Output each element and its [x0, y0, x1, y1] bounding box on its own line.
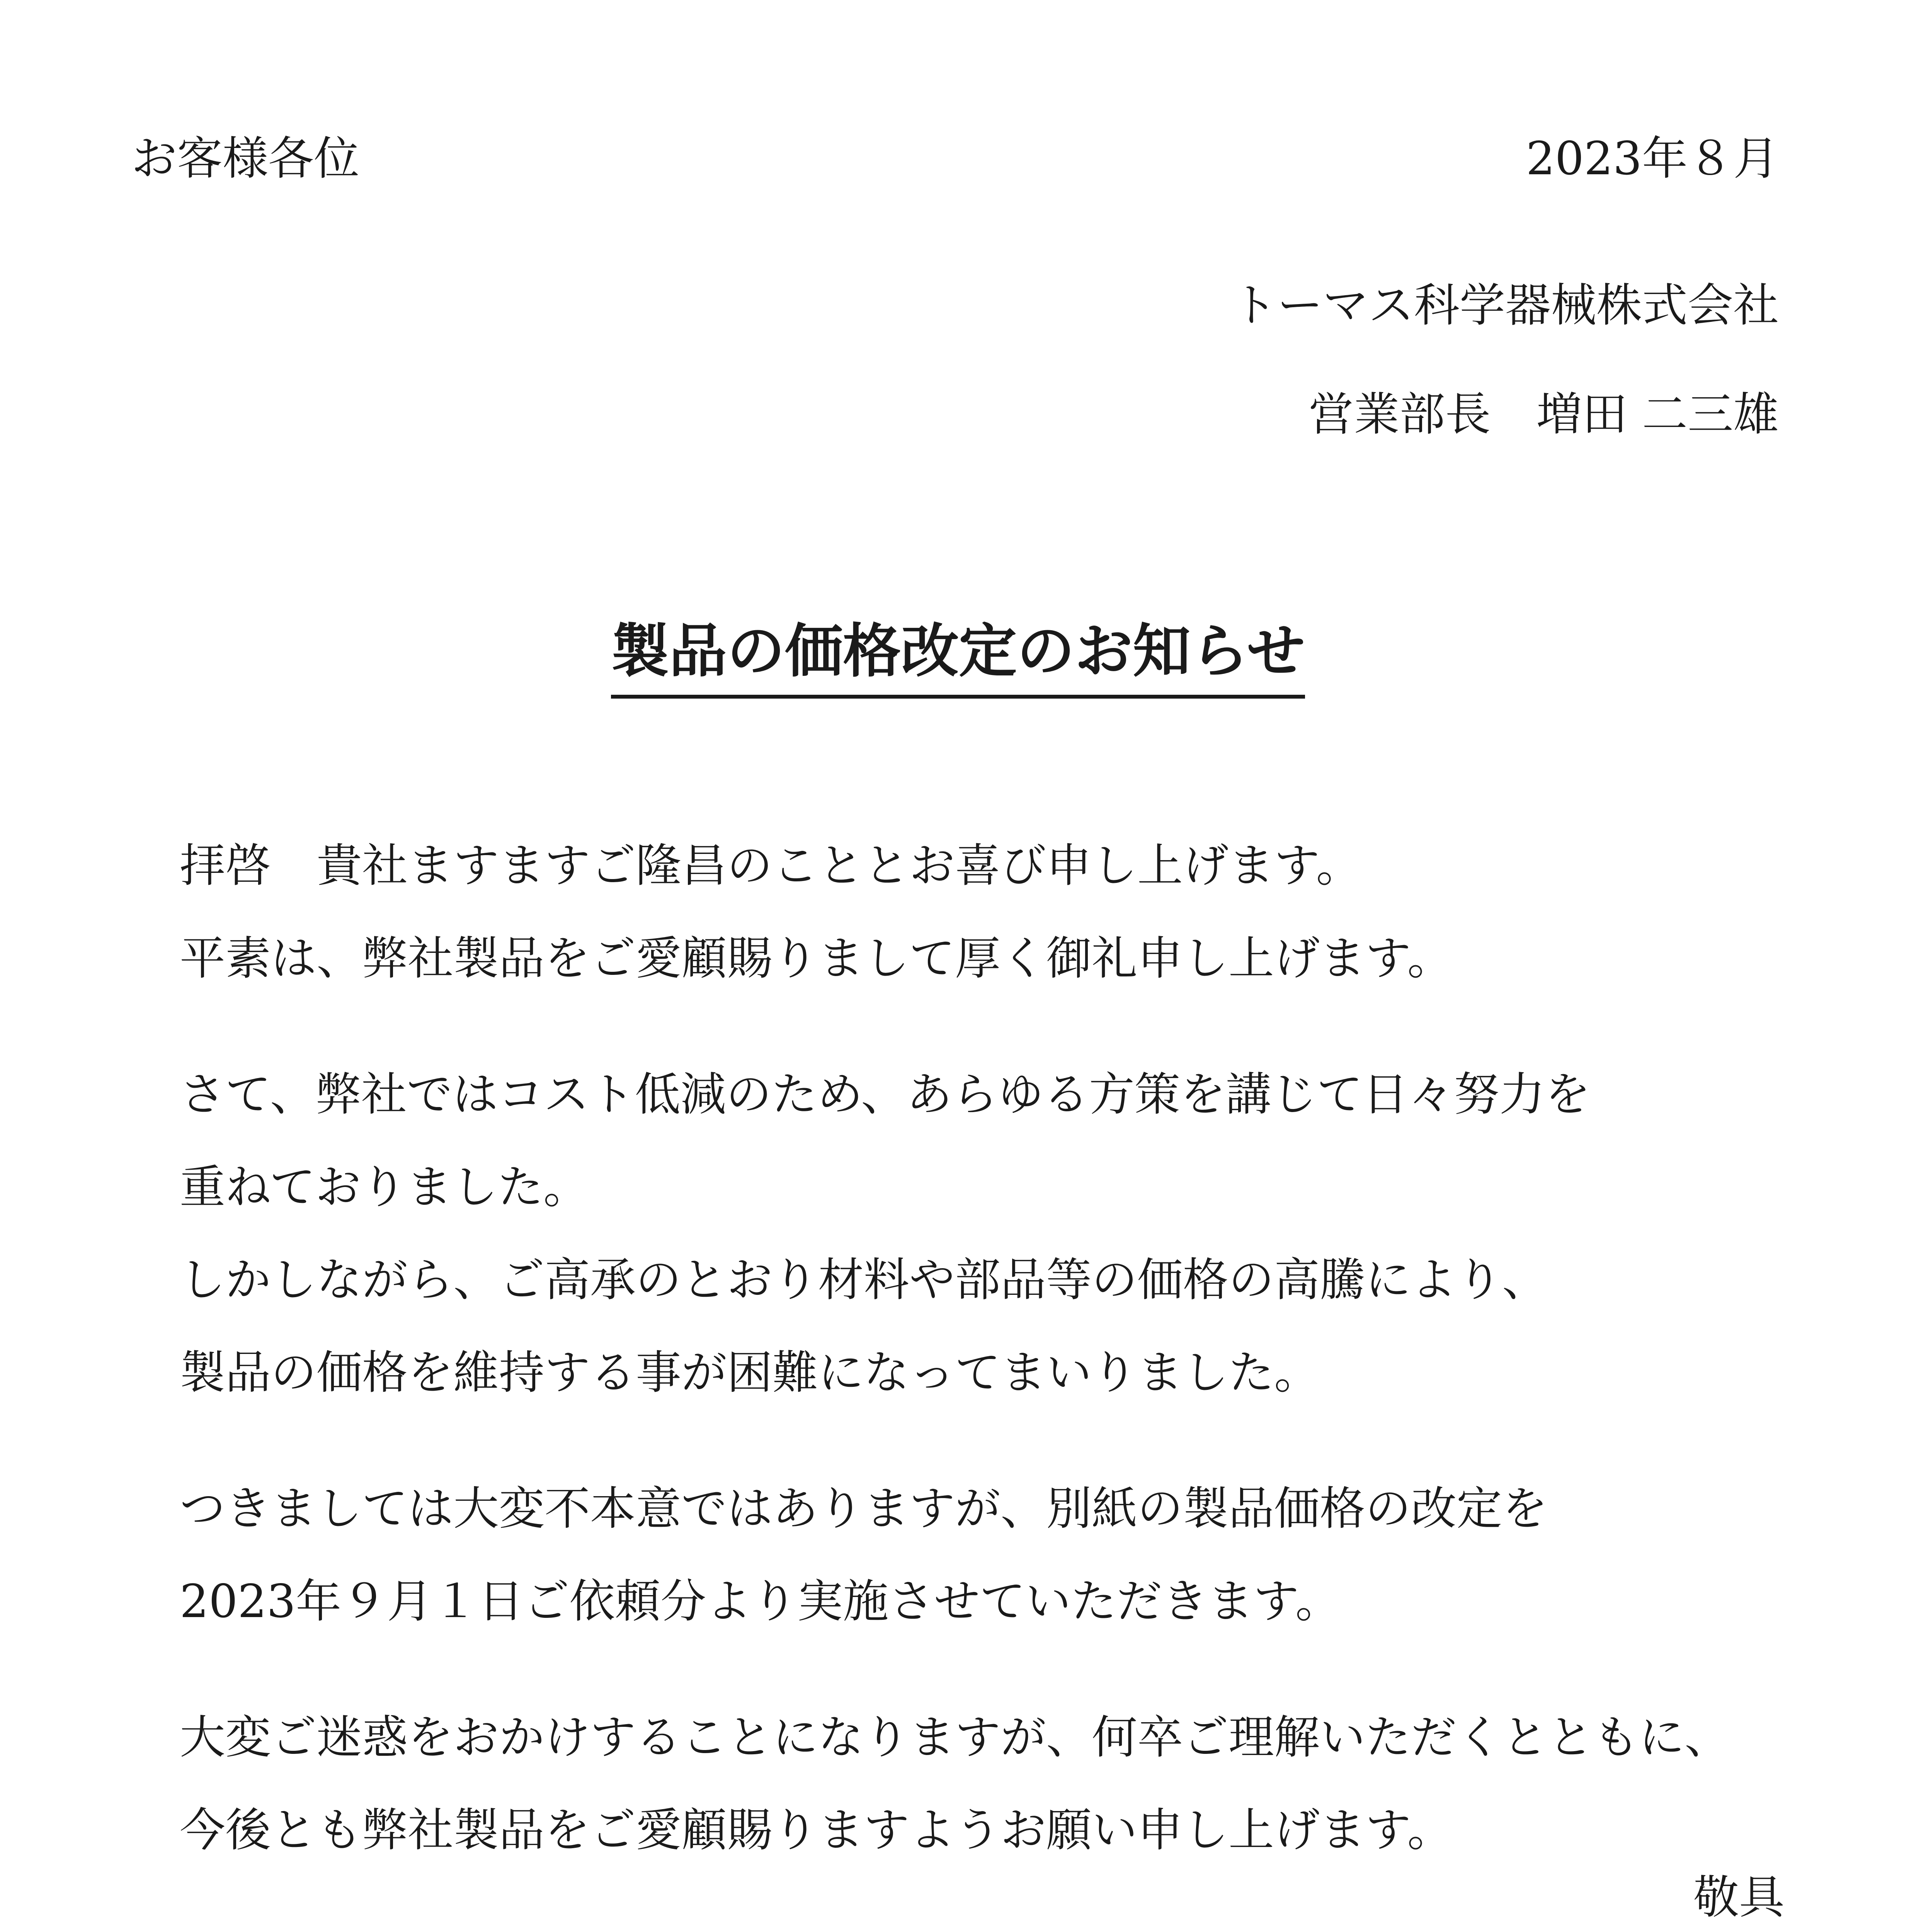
paragraph-announcement	[180, 1462, 1730, 1648]
recipient: お客様各位	[131, 132, 360, 185]
letter-body	[180, 819, 1730, 1920]
body-line: 重ねておりました。	[180, 1160, 589, 1214]
body-line: 平素は、弊社製品をご愛顧賜りまして厚く御礼申し上げます。	[180, 932, 1453, 985]
document-title	[0, 614, 1916, 699]
letter-date: 2023年８月	[1526, 132, 1779, 185]
body-line: しかしながら、ご高承のとおり材料や部品等の価格の高騰により、	[180, 1253, 1548, 1306]
body-line: 製品の価格を維持する事が困難になってまいりました。	[180, 1346, 1320, 1399]
paragraph-request	[180, 1691, 1730, 1876]
closing-word: 敬具	[1693, 1871, 1785, 1924]
title-text: 製品の価格改定のお知らせ	[611, 614, 1305, 699]
body-line: 大変ご迷惑をおかけすることになりますが、何卒ご理解いただくとともに、	[180, 1711, 1731, 1764]
body-line: 2023年９月１日ご依頼分より実施させていただきます。	[180, 1575, 1341, 1628]
sender-company: トーマス科学器械株式会社	[1231, 279, 1779, 332]
body-line: つきましては大変不本意ではありますが、別紙の製品価格の改定を	[180, 1482, 1548, 1535]
body-line: 拝啓 貴社ますますご隆昌のこととお喜び申し上げます。	[180, 839, 1362, 892]
paragraph-greeting	[180, 819, 1730, 1005]
sender-person: 営業部長 増田 二三雄	[1308, 388, 1779, 441]
paragraph-reason	[180, 1048, 1730, 1419]
sender-block	[1232, 276, 1779, 443]
body-line: さて、弊社ではコスト低減のため、あらゆる方策を講じて日々努力を	[180, 1068, 1591, 1121]
body-line: 今後とも弊社製品をご愛顧賜りますようお願い申し上げます。	[180, 1803, 1453, 1857]
